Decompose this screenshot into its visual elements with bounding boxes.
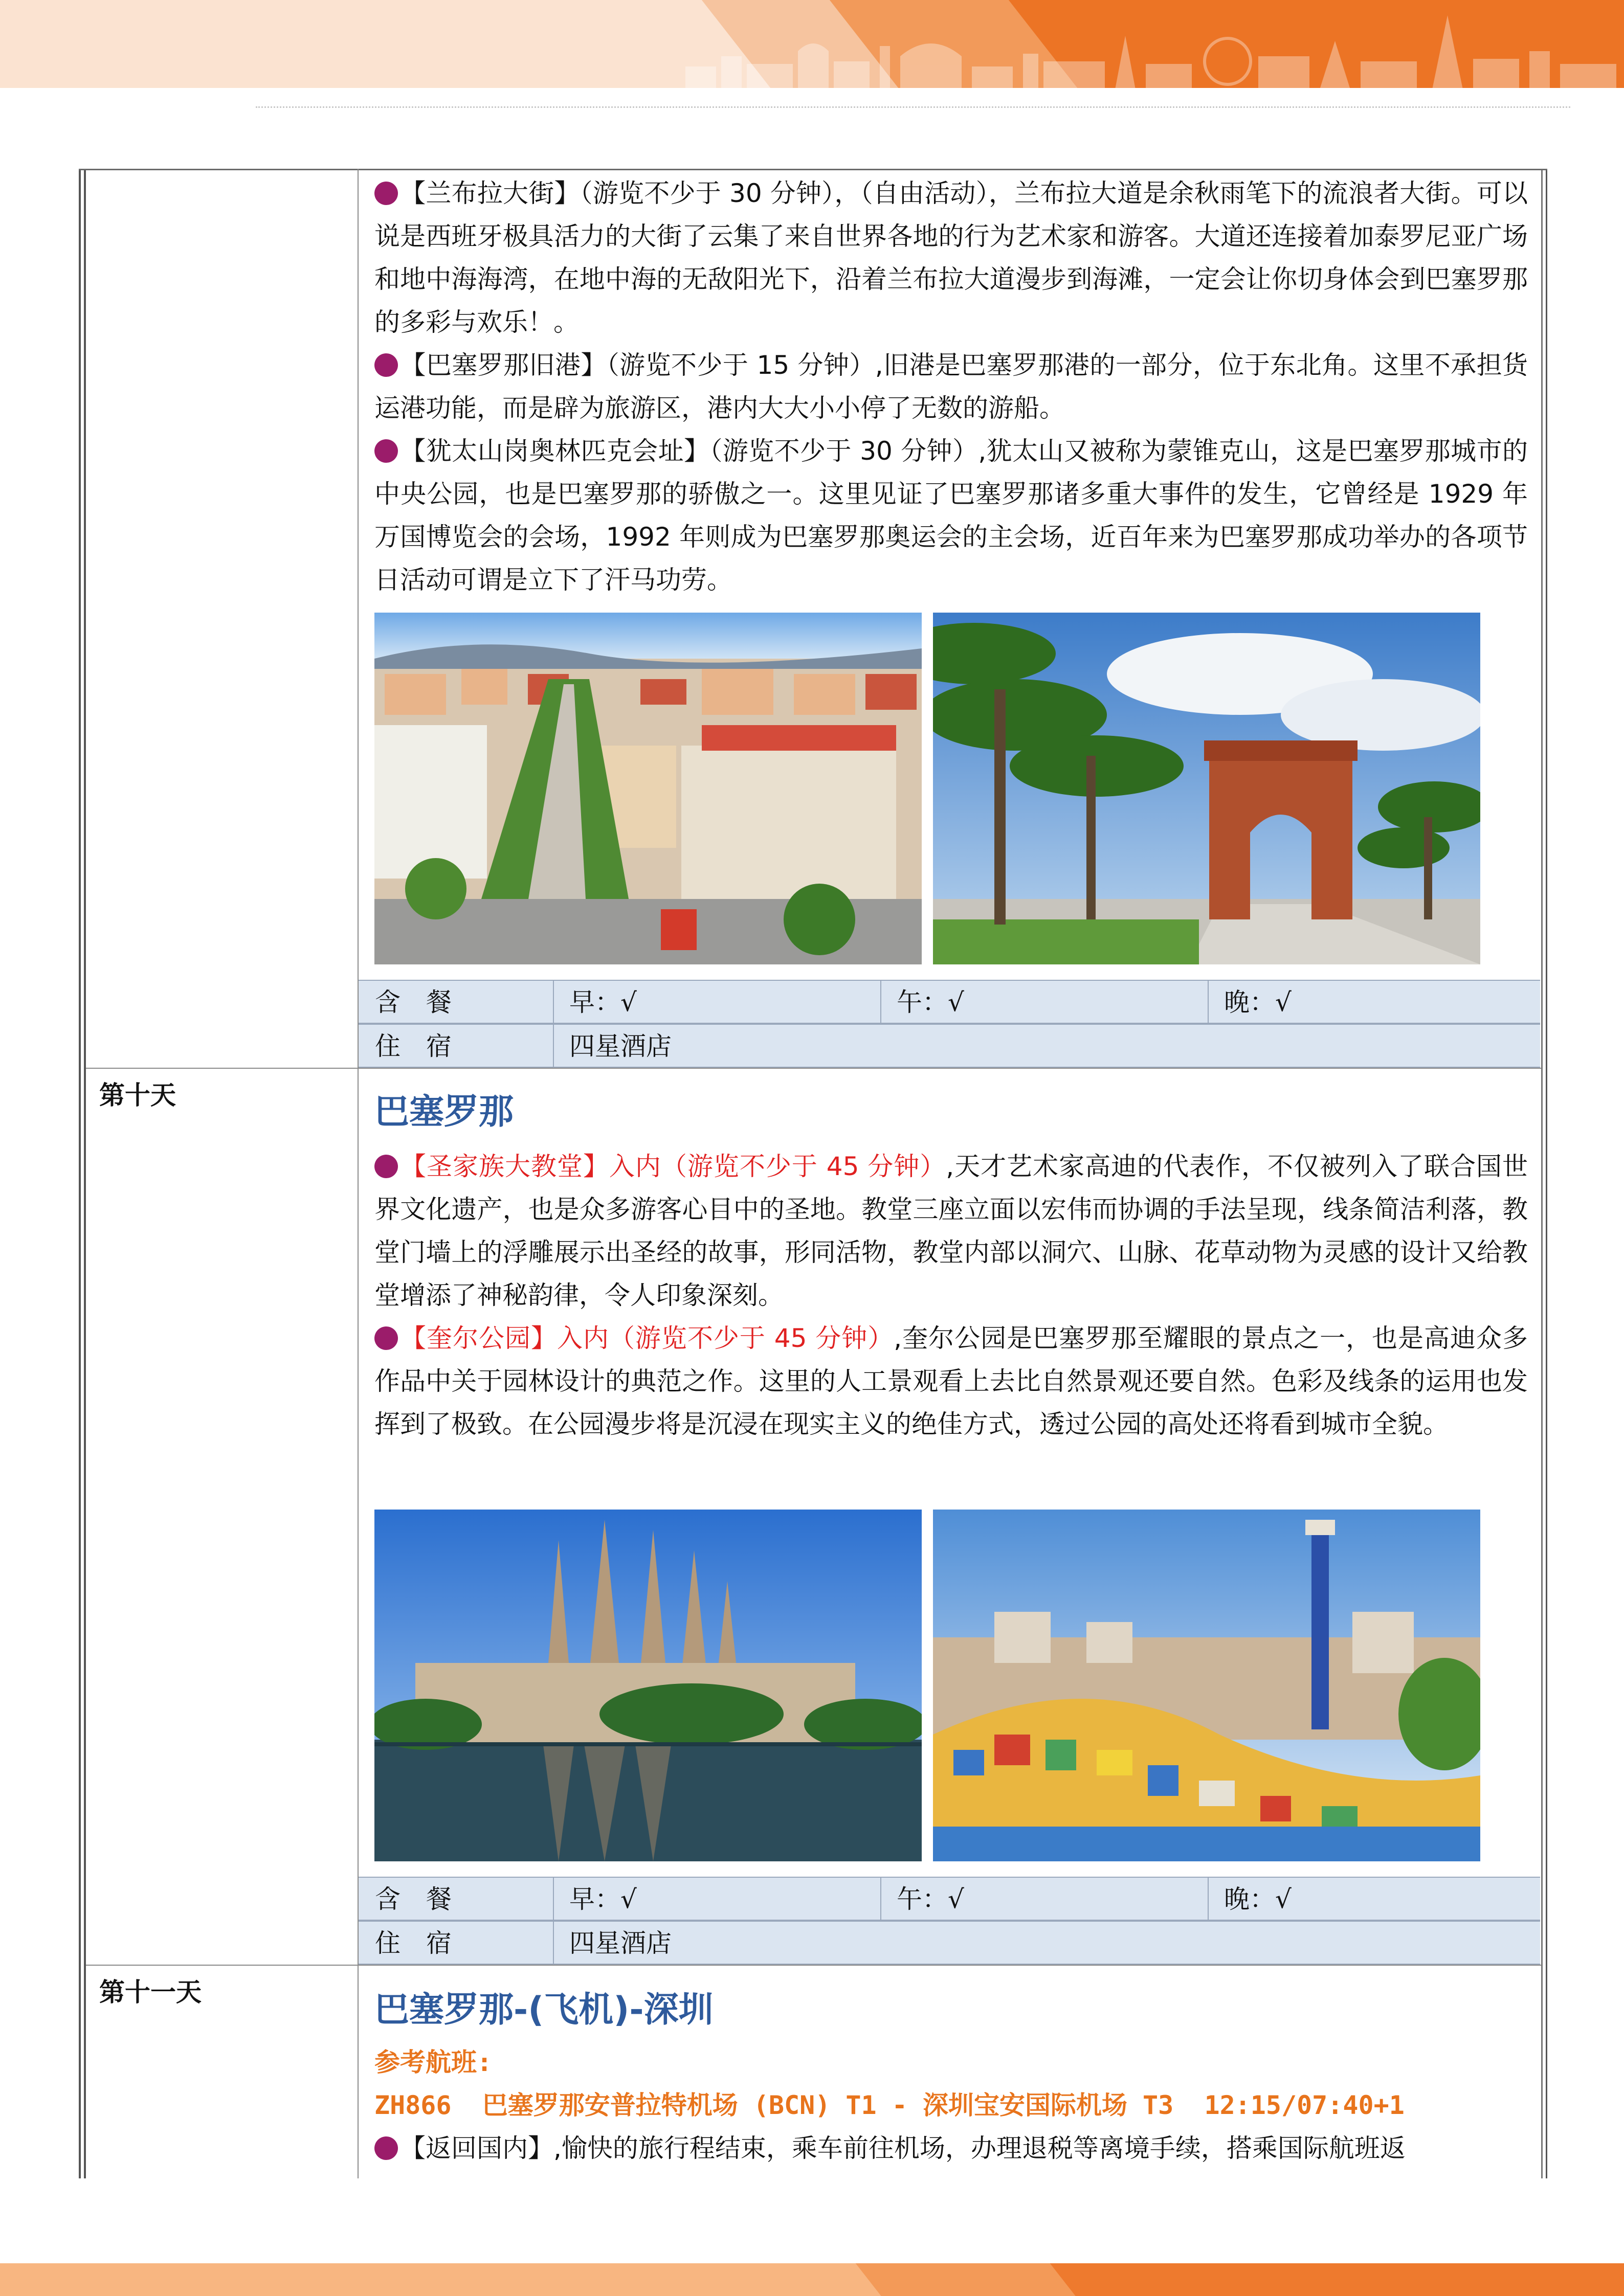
bullet-icon (374, 182, 398, 205)
flight-label: 参考航班: (374, 2047, 493, 2077)
bullet-icon (374, 439, 398, 463)
day11-content (374, 1982, 1528, 2170)
photo-la-rambla (374, 613, 922, 964)
table-right-border (1541, 169, 1547, 2178)
bullet-icon (374, 1326, 398, 1350)
day9-paragraph-port-vell: 【巴塞罗那旧港】（游览不少于 15 分钟）,旧港是巴塞罗那港的一部分，位于东北角。这里不承担货运港功能，而是辟为旅游区，港内大大小小停了无数的游船。 (374, 350, 1528, 423)
bullet-icon (374, 353, 398, 377)
day9-hotel-row (359, 1024, 1540, 1068)
dinner-cell: 晚：√ (1224, 987, 1292, 1017)
day-separator (86, 1068, 1541, 1069)
flight-info: ZH866 巴塞罗那安普拉特机场 (BCN) T1 - 深圳宝安国际机场 T3 12:15/07:40+1 (374, 2090, 1405, 2120)
day11-label: 第十一天 (99, 1977, 202, 2007)
photo-sagrada-familia (374, 1510, 922, 1861)
breakfast-cell: 早：√ (569, 1884, 637, 1914)
hotel-value: 四星酒店 (569, 1928, 672, 1958)
day-separator (86, 1965, 1541, 1966)
dinner-cell: 晚：√ (1224, 1884, 1292, 1914)
lunch-cell: 午：√ (897, 1884, 964, 1914)
bullet-icon (374, 2136, 398, 2160)
day9-meals-row (359, 980, 1540, 1024)
day9-paragraph-ramblas: 【兰布拉大街】（游览不少于 30 分钟），（自由活动），兰布拉大道是余秋雨笔下的流浪者大街。可以说是西班牙极具活力的大街了云集了来自世界各地的行为艺术家和游客。大道还连接着加泰罗尼亚广场和地中海海湾，在地中海的无敌阳光下，沿着兰布拉大道漫步到海滩，一定会让你切身体会到巴塞罗那的多彩与欢乐！。 (374, 178, 1528, 337)
hotel-label: 住 宿 (375, 1928, 452, 1958)
footer-stripe (1042, 2263, 1624, 2296)
header-rule (256, 106, 1570, 108)
day10-paragraph-sagrada-familia: 【圣家族大教堂】入内（游览不少于 45 分钟）,天才艺术家高迪的代表作，不仅被列入了联合国世界文化遗产，也是众多游客心目中的圣地。教堂三座立面以宏伟而协调的手法呈现，线条简洁利落，教堂门墙上的浮雕展示出圣经的故事，形同活物，教堂内部以洞穴、山脉、花草动物为灵感的设计又给教堂增添了神秘韵律，令人印象深刻。 (374, 1152, 1528, 1310)
day9-content (374, 172, 1528, 601)
photo-park-guell (933, 1510, 1480, 1861)
day10-paragraph-park-guell: 【奎尔公园】入内（游览不少于 45 分钟）,奎尔公园是巴塞罗那至耀眼的景点之一，也是高迪众多作品中关于园林设计的典范之作。这里的人工景观看上去比自然景观还要自然。色彩及线条的运用也发挥到了极致。在公园漫步将是沉浸在现实主义的绝佳方式，透过公园的高处还将看到城市全貌。 (374, 1323, 1528, 1439)
day9-paragraph-montjuic: 【犹太山岗奥林匹克会址】（游览不少于 30 分钟）,犹太山又被称为蒙锥克山，这是巴塞罗那城市的中央公园，也是巴塞罗那的骄傲之一。这里见证了巴塞罗那诸多重大事件的发生，它曾经是 1929 年万国博览会的会场，1992 年则成为巴塞罗那奥运会的主会场，近百年来为巴塞罗那成功举办的各项节日活动可谓是立下了汗马功劳。 (374, 436, 1528, 595)
page-footer-banner (0, 2263, 1624, 2296)
day10-meals-row (359, 1877, 1540, 1921)
hotel-value: 四星酒店 (569, 1031, 672, 1061)
day10-hotel-row (359, 1921, 1540, 1965)
hotel-label: 住 宿 (375, 1031, 452, 1061)
itinerary-table (79, 169, 1547, 2178)
breakfast-cell: 早：√ (569, 987, 637, 1017)
day10-content (374, 1084, 1528, 1446)
meals-label: 含 餐 (375, 987, 452, 1017)
page-header-banner (0, 0, 1624, 88)
lunch-cell: 午：√ (897, 987, 964, 1017)
city-skyline-icon (665, 5, 1624, 88)
day11-paragraph-return: 【返回国内】,愉快的旅行程结束，乘车前往机场，办理退税等离境手续，搭乘国际航班返 (374, 2127, 1528, 2170)
photo-arc-de-triomf (933, 613, 1480, 964)
table-left-border (79, 169, 86, 2178)
bullet-icon (374, 1155, 398, 1178)
day11-city-title: 巴塞罗那-(飞机)-深圳 (374, 1990, 714, 2030)
day10-label: 第十天 (99, 1081, 176, 1110)
table-top-border (79, 169, 1547, 170)
day10-city-title: 巴塞罗那 (374, 1092, 514, 1132)
meals-label: 含 餐 (375, 1884, 452, 1914)
